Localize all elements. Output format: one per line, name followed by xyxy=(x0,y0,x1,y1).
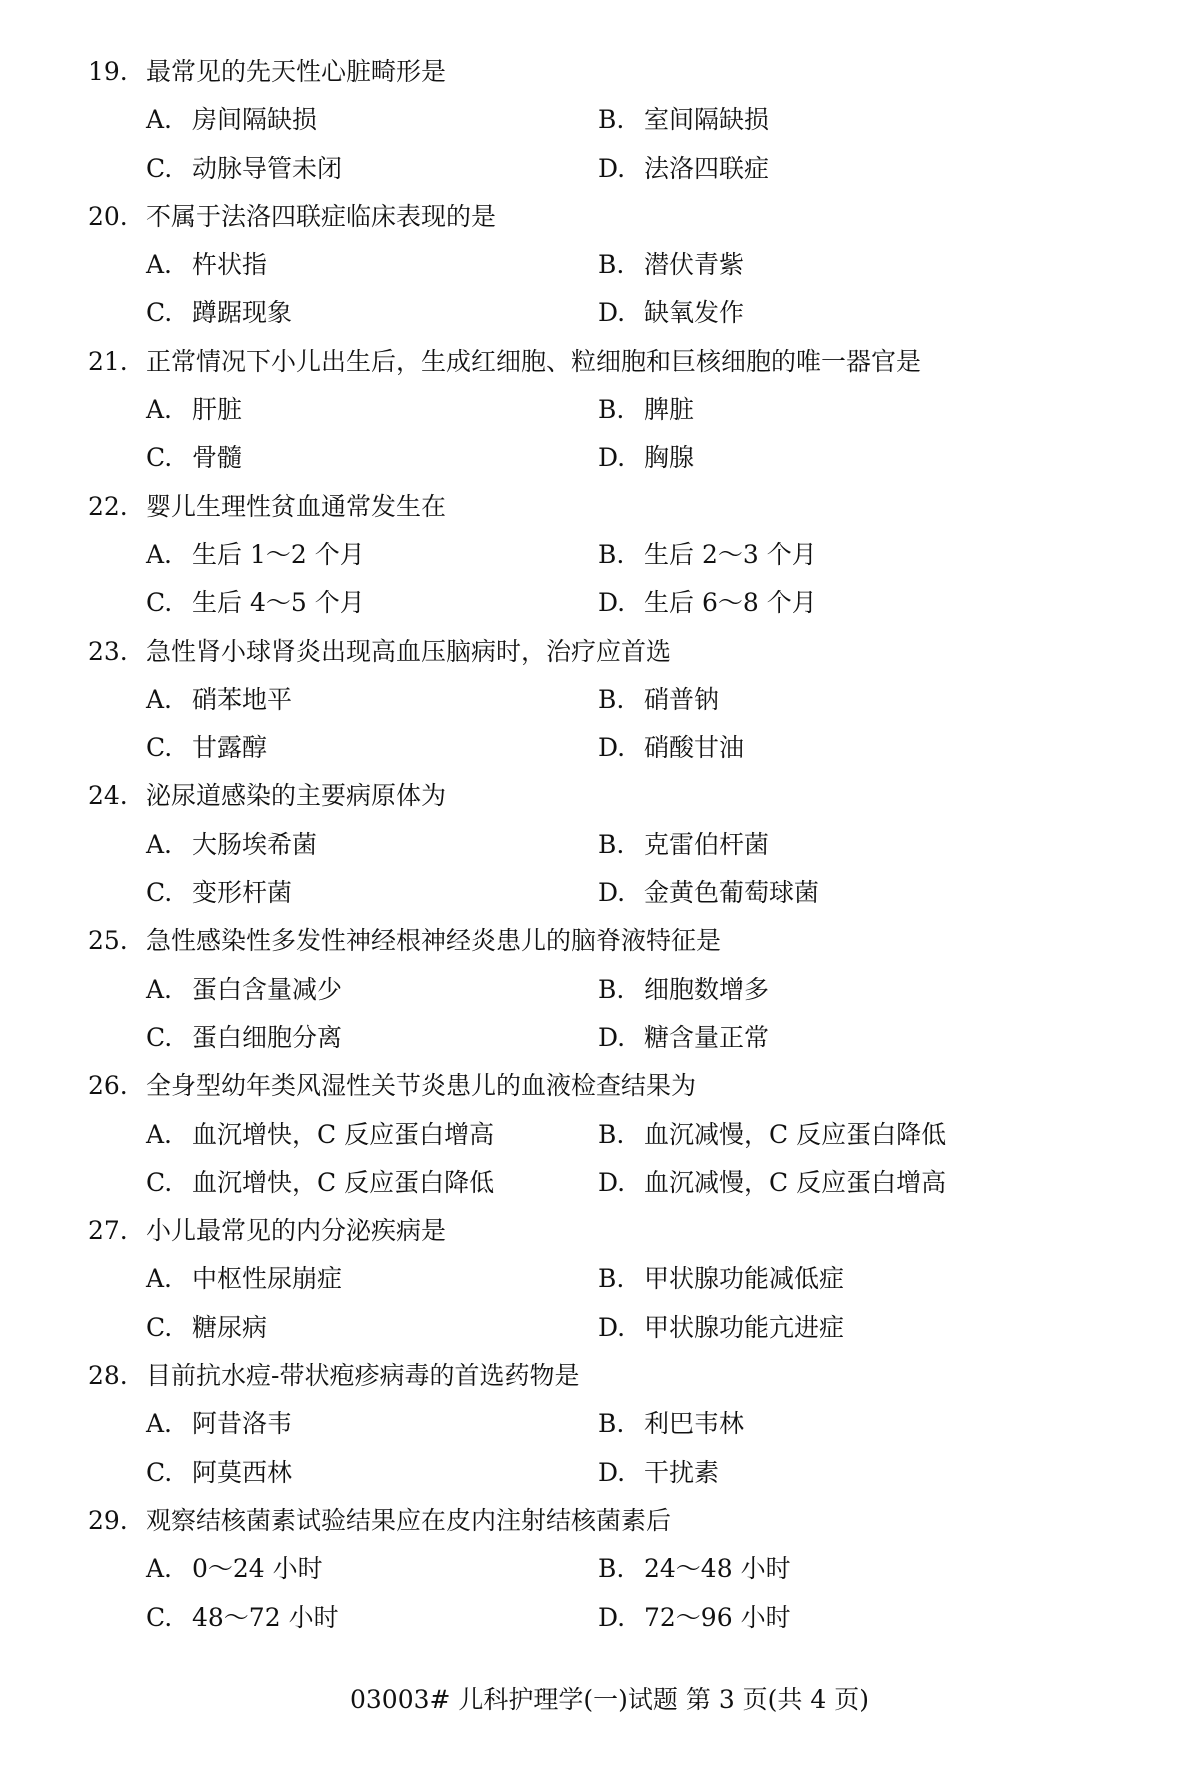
option-label: C. xyxy=(146,153,173,183)
option-a xyxy=(146,1255,342,1303)
options-row xyxy=(0,1159,1196,1207)
option-c xyxy=(146,145,342,193)
option-text: 甲状腺功能减低症 xyxy=(644,1264,845,1294)
option-text: 肝脏 xyxy=(192,395,243,425)
option-d xyxy=(598,289,744,337)
option-b xyxy=(598,1545,791,1593)
options-row xyxy=(0,434,1196,482)
option-c xyxy=(146,1159,494,1207)
options-row xyxy=(0,724,1196,772)
option-text: 蛋白细胞分离 xyxy=(192,1022,343,1052)
options-row xyxy=(0,1545,1196,1593)
option-text: 甘露醇 xyxy=(192,733,268,763)
option-label: B. xyxy=(598,1409,625,1439)
option-c xyxy=(146,289,292,337)
option-label: A. xyxy=(146,684,173,714)
option-b xyxy=(598,241,744,289)
question-line xyxy=(0,917,1196,965)
question-number: 24. xyxy=(88,781,128,811)
question-list xyxy=(0,48,1196,1642)
option-c xyxy=(146,1304,267,1352)
option-text: 糖含量正常 xyxy=(644,1022,770,1052)
option-c xyxy=(146,869,292,917)
option-text: 骨髓 xyxy=(192,443,243,473)
question-text: 观察结核菌素试验结果应在皮内注射结核菌素后 xyxy=(146,1505,672,1535)
option-text: 生后 6～8 个月 xyxy=(644,588,817,618)
option-d xyxy=(598,434,694,482)
option-d xyxy=(598,1449,719,1497)
option-text: 脾脏 xyxy=(644,395,695,425)
question-line xyxy=(0,48,1196,96)
options-row xyxy=(0,579,1196,627)
option-b xyxy=(598,1111,946,1159)
options-row xyxy=(0,1014,1196,1062)
option-b xyxy=(598,676,719,724)
option-label: D. xyxy=(598,153,626,183)
question-text: 小儿最常见的内分泌疾病是 xyxy=(146,1216,447,1246)
question-line xyxy=(0,1207,1196,1255)
option-text: 变形杆菌 xyxy=(192,878,293,908)
options-row xyxy=(0,531,1196,579)
option-d xyxy=(598,1594,791,1642)
question-text: 急性感染性多发性神经根神经炎患儿的脑脊液特征是 xyxy=(146,926,722,956)
option-label: C. xyxy=(146,1457,173,1487)
option-text: 利巴韦林 xyxy=(644,1409,745,1439)
option-text: 72～96 小时 xyxy=(644,1602,791,1632)
option-label: A. xyxy=(146,1119,173,1149)
option-a xyxy=(146,386,242,434)
option-d xyxy=(598,579,817,627)
option-d xyxy=(598,1159,946,1207)
question-number: 27. xyxy=(88,1216,128,1246)
question-line xyxy=(0,483,1196,531)
option-label: C. xyxy=(146,298,173,328)
option-label: A. xyxy=(146,395,173,425)
option-label: A. xyxy=(146,539,173,569)
question-number: 25. xyxy=(88,926,128,956)
option-label: D. xyxy=(598,878,626,908)
option-text: 0～24 小时 xyxy=(192,1554,323,1584)
option-c xyxy=(146,1014,342,1062)
question-number: 20. xyxy=(88,201,128,231)
option-a xyxy=(146,966,342,1014)
option-text: 生后 1～2 个月 xyxy=(192,539,365,569)
option-label: C. xyxy=(146,443,173,473)
option-label: D. xyxy=(598,443,626,473)
option-label: B. xyxy=(598,539,625,569)
option-label: B. xyxy=(598,395,625,425)
option-text: 细胞数增多 xyxy=(644,974,770,1004)
question-line xyxy=(0,1352,1196,1400)
question-number: 22. xyxy=(88,491,128,521)
option-text: 甲状腺功能亢进症 xyxy=(644,1312,845,1342)
option-label: B. xyxy=(598,1264,625,1294)
option-text: 缺氧发作 xyxy=(644,298,745,328)
options-row xyxy=(0,1594,1196,1642)
question-number: 21. xyxy=(88,346,128,376)
option-label: C. xyxy=(146,878,173,908)
option-label: A. xyxy=(146,105,173,135)
option-b xyxy=(598,1400,744,1448)
option-label: A. xyxy=(146,1409,173,1439)
page-footer: 03003# 儿科护理学(一)试题 第 3 页(共 4 页) xyxy=(350,1685,869,1714)
options-row xyxy=(0,1255,1196,1303)
option-label: A. xyxy=(146,1264,173,1294)
option-text: 室间隔缺损 xyxy=(644,105,770,135)
option-c xyxy=(146,1594,339,1642)
option-text: 生后 2～3 个月 xyxy=(644,539,817,569)
option-a xyxy=(146,531,365,579)
option-label: A. xyxy=(146,974,173,1004)
options-row xyxy=(0,241,1196,289)
option-label: D. xyxy=(598,298,626,328)
option-label: A. xyxy=(146,250,173,280)
question-text: 不属于法洛四联症临床表现的是 xyxy=(146,201,497,231)
option-text: 蛋白含量减少 xyxy=(192,974,343,1004)
options-row xyxy=(0,1449,1196,1497)
option-b xyxy=(598,96,769,144)
option-label: B. xyxy=(598,974,625,1004)
option-label: B. xyxy=(598,829,625,859)
option-c xyxy=(146,1449,292,1497)
option-text: 潜伏青紫 xyxy=(644,250,745,280)
option-b xyxy=(598,966,769,1014)
option-text: 房间隔缺损 xyxy=(192,105,318,135)
option-text: 血沉减慢，C 反应蛋白降低 xyxy=(644,1119,947,1149)
option-text: 中枢性尿崩症 xyxy=(192,1264,343,1294)
question-line xyxy=(0,628,1196,676)
option-label: D. xyxy=(598,1602,626,1632)
option-text: 克雷伯杆菌 xyxy=(644,829,770,859)
option-text: 生后 4～5 个月 xyxy=(192,588,365,618)
option-label: D. xyxy=(598,588,626,618)
option-text: 阿昔洛韦 xyxy=(192,1409,293,1439)
option-label: C. xyxy=(146,1602,173,1632)
options-row xyxy=(0,289,1196,337)
option-text: 硝普钠 xyxy=(644,684,720,714)
options-row xyxy=(0,676,1196,724)
option-b xyxy=(598,386,694,434)
question-number: 23. xyxy=(88,636,128,666)
option-label: D. xyxy=(598,1312,626,1342)
options-row xyxy=(0,145,1196,193)
option-text: 杵状指 xyxy=(192,250,268,280)
option-c xyxy=(146,724,267,772)
option-label: C. xyxy=(146,1167,173,1197)
option-c xyxy=(146,434,242,482)
option-label: A. xyxy=(146,1554,173,1584)
option-a xyxy=(146,96,317,144)
question-number: 28. xyxy=(88,1361,128,1391)
option-label: B. xyxy=(598,1554,625,1584)
question-text: 全身型幼年类风湿性关节炎患儿的血液检查结果为 xyxy=(146,1071,697,1101)
option-label: C. xyxy=(146,733,173,763)
question-number: 19. xyxy=(88,57,128,86)
option-a xyxy=(146,1400,292,1448)
options-row xyxy=(0,1400,1196,1448)
option-b xyxy=(598,1255,844,1303)
option-b xyxy=(598,531,817,579)
option-a xyxy=(146,821,317,869)
option-a xyxy=(146,1111,494,1159)
option-label: C. xyxy=(146,1312,173,1342)
question-text: 最常见的先天性心脏畸形是 xyxy=(146,57,447,86)
options-row xyxy=(0,821,1196,869)
question-number: 29. xyxy=(88,1505,128,1535)
options-row xyxy=(0,386,1196,434)
option-label: D. xyxy=(598,733,626,763)
option-text: 血沉增快，C 反应蛋白增高 xyxy=(192,1119,495,1149)
option-label: D. xyxy=(598,1457,626,1487)
option-text: 胸腺 xyxy=(644,443,695,473)
option-c xyxy=(146,579,365,627)
question-line xyxy=(0,193,1196,241)
question-text: 正常情况下小儿出生后，生成红细胞、粒细胞和巨核细胞的唯一器官是 xyxy=(146,346,922,376)
option-text: 阿莫西林 xyxy=(192,1457,293,1487)
question-line xyxy=(0,1062,1196,1110)
option-label: D. xyxy=(598,1167,626,1197)
option-label: C. xyxy=(146,588,173,618)
option-text: 动脉导管未闭 xyxy=(192,153,343,183)
option-text: 大肠埃希菌 xyxy=(192,829,318,859)
question-number: 26. xyxy=(88,1071,128,1101)
option-text: 干扰素 xyxy=(644,1457,720,1487)
question-line xyxy=(0,1497,1196,1545)
options-row xyxy=(0,869,1196,917)
options-row xyxy=(0,96,1196,144)
question-text: 目前抗水痘-带状疱疹病毒的首选药物是 xyxy=(146,1361,580,1391)
options-row xyxy=(0,1304,1196,1352)
option-text: 糖尿病 xyxy=(192,1312,268,1342)
question-line xyxy=(0,772,1196,820)
option-label: B. xyxy=(598,684,625,714)
option-text: 24～48 小时 xyxy=(644,1554,791,1584)
option-text: 蹲踞现象 xyxy=(192,298,293,328)
option-a xyxy=(146,676,292,724)
option-label: B. xyxy=(598,105,625,135)
option-text: 硝酸甘油 xyxy=(644,733,745,763)
option-text: 金黄色葡萄球菌 xyxy=(644,878,820,908)
option-d xyxy=(598,1304,844,1352)
option-b xyxy=(598,821,769,869)
option-label: A. xyxy=(146,829,173,859)
options-row xyxy=(0,966,1196,1014)
question-line xyxy=(0,338,1196,386)
question-text: 急性肾小球肾炎出现高血压脑病时，治疗应首选 xyxy=(146,636,672,666)
option-label: D. xyxy=(598,1022,626,1052)
option-text: 硝苯地平 xyxy=(192,684,293,714)
question-text: 泌尿道感染的主要病原体为 xyxy=(146,781,447,811)
option-a xyxy=(146,1545,323,1593)
option-text: 法洛四联症 xyxy=(644,153,770,183)
option-text: 血沉减慢，C 反应蛋白增高 xyxy=(644,1167,947,1197)
option-d xyxy=(598,145,769,193)
option-d xyxy=(598,724,744,772)
option-d xyxy=(598,869,819,917)
option-text: 血沉增快，C 反应蛋白降低 xyxy=(192,1167,495,1197)
option-text: 48～72 小时 xyxy=(192,1602,339,1632)
option-label: B. xyxy=(598,250,625,280)
option-d xyxy=(598,1014,769,1062)
option-a xyxy=(146,241,267,289)
options-row xyxy=(0,1111,1196,1159)
question-text: 婴儿生理性贫血通常发生在 xyxy=(146,491,447,521)
option-label: B. xyxy=(598,1119,625,1149)
option-label: C. xyxy=(146,1022,173,1052)
